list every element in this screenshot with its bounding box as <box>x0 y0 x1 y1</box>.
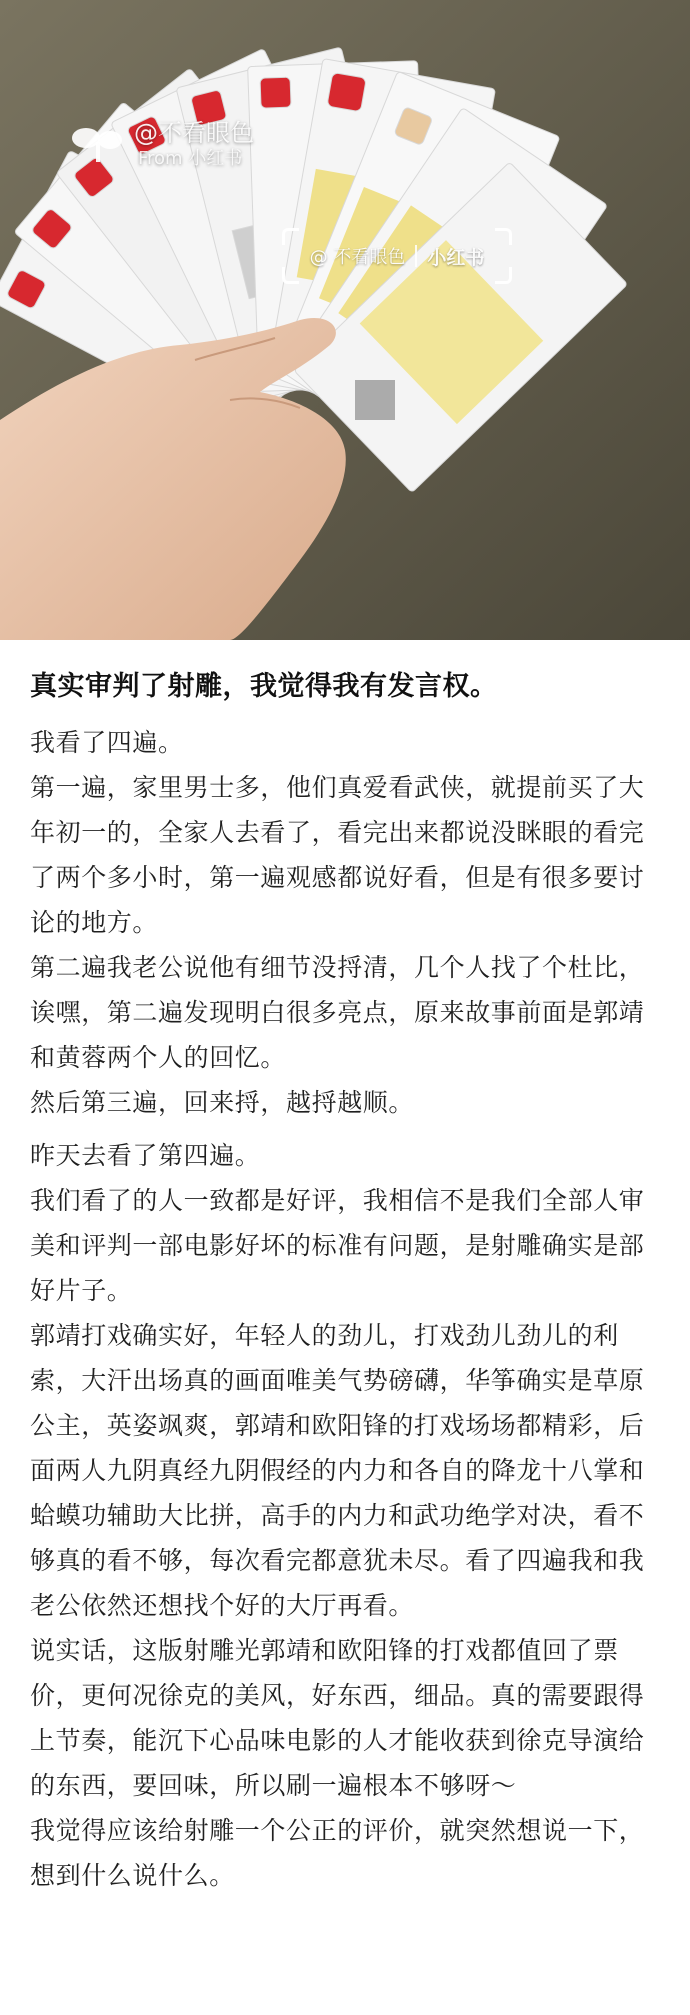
post-paragraph: 然后第三遍，回来捋，越捋越顺。 <box>30 1087 415 1117</box>
watermark-source: From 小红书 <box>138 148 243 169</box>
inner-watermark-brand: 小红书 <box>427 246 485 269</box>
inner-watermark-username: @ 不看眼色 <box>309 247 406 268</box>
post-paragraph: 第一遍，家里男士多，他们真爱看武侠，就提前买了大年初一的，全家人去看了，看完出来都说没眯眼的看完了两个多小时，第一遍观感都说好看，但是有很多要讨论的地方。 <box>30 772 645 937</box>
ticket-fan-image <box>0 0 690 640</box>
watermark-divider <box>415 245 417 267</box>
post-photo[interactable] <box>0 0 690 640</box>
post-content <box>0 640 690 1898</box>
post-title: 真实审判了射雕，我觉得我有发言权。 <box>30 671 498 702</box>
xiaohongshu-inner-watermark <box>282 228 512 284</box>
post-paragraph: 我看了四遍。 <box>30 727 184 757</box>
post-paragraph: 我觉得应该给射雕一个公正的评价，就突然想说一下，想到什么说什么。 <box>30 1815 645 1890</box>
post-paragraph: 我们看了的人一致都是好评，我相信不是我们全部人审美和评判一部电影好坏的标准有问题，是射雕确实是部好片子。 <box>30 1185 645 1305</box>
sprout-logo-icon <box>70 124 126 164</box>
post-paragraph: 昨天去看了第四遍。 <box>30 1140 261 1170</box>
post-paragraph: 第二遍我老公说他有细节没捋清，几个人找了个杜比，诶嘿，第二遍发现明白很多亮点，原来故事前面是郭靖和黄蓉两个人的回忆。 <box>30 952 645 1072</box>
post-paragraph: 说实话，这版射雕光郭靖和欧阳锋的打戏都值回了票价，更何况徐克的美风，好东西，细品。真的需要跟得上节奏，能沉下心品味电影的人才能收获到徐克导演给的东西，要回味，所以刷一遍根本不够呀～ <box>30 1635 645 1800</box>
watermark-username: @不看眼色 <box>134 119 254 147</box>
post-paragraph: 郭靖打戏确实好，年轻人的劲儿，打戏劲儿劲儿的利索，大汗出场真的画面唯美气势磅礴，华筝确实是草原公主，英姿飒爽，郭靖和欧阳锋的打戏场场都精彩，后面两人九阴真经九阴假经的内力和各自的降龙十八掌和蛤蟆功辅助大比拼，高手的内力和武功绝学对决，看不够真的看不够，每次看完都意犹未尽。看了四遍我和我老公依然还想找个好的大厅再看。 <box>30 1320 645 1620</box>
xiaohongshu-watermark <box>70 118 254 171</box>
